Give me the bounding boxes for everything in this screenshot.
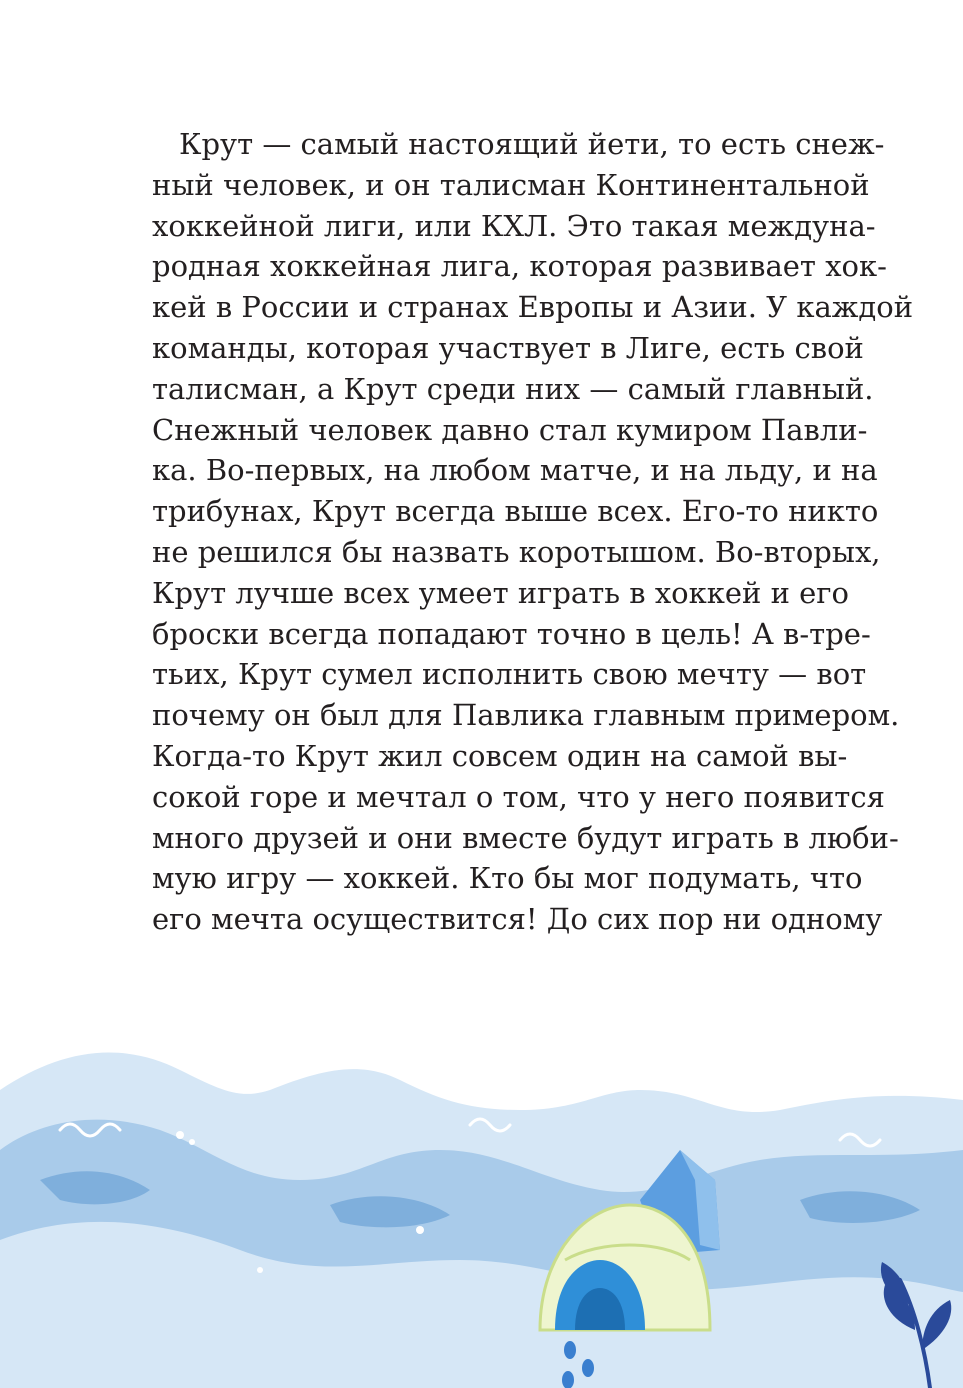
text-line: команды, которая участвует в Лиге, есть свой bbox=[152, 330, 864, 365]
text-line: его мечта осуществится! До сих пор ни одному bbox=[152, 902, 883, 937]
text-line: много друзей и они вместе будут играть в люби- bbox=[152, 820, 899, 855]
text-line: почему он был для Павлика главным примером. bbox=[152, 698, 900, 733]
text-line: тьих, Крут сумел исполнить свою мечту — вот bbox=[152, 657, 867, 692]
snowy-landscape-illustration bbox=[0, 1030, 963, 1388]
text-line: хоккейной лиги, или КХЛ. Это такая междуна- bbox=[152, 208, 876, 243]
footprint bbox=[564, 1341, 576, 1359]
text-line: сокой горе и мечтал о том, что у него появится bbox=[152, 779, 885, 814]
snow-dot bbox=[257, 1267, 263, 1273]
snow-dot bbox=[176, 1131, 184, 1139]
text-line: Когда-то Крут жил совсем один на самой вы- bbox=[152, 738, 848, 773]
text-line: Снежный человек давно стал кумиром Павли- bbox=[152, 412, 868, 447]
snow-dot bbox=[189, 1139, 195, 1145]
snow-dot bbox=[416, 1226, 424, 1234]
text-line: ка. Во-первых, на любом матче, и на льду, и на bbox=[152, 453, 878, 488]
text-line: Крут лучше всех умеет играть в хоккей и его bbox=[152, 575, 849, 610]
body-paragraph bbox=[152, 124, 914, 940]
text-line: броски всегда попадают точно в цель! А в-тре- bbox=[152, 616, 871, 651]
text-line: мую игру — хоккей. Кто бы мог подумать, что bbox=[152, 861, 863, 896]
text-line: талисман, а Крут среди них — самый главный. bbox=[152, 371, 874, 406]
text-line: Крут — самый настоящий йети, то есть снеж- bbox=[179, 127, 885, 161]
footprint bbox=[582, 1359, 594, 1377]
text-line: кей в России и странах Европы и Азии. У каждой bbox=[152, 290, 914, 325]
text-line: родная хоккейная лига, которая развивает хок- bbox=[152, 249, 887, 284]
text-line: не решился бы назвать коротышом. Во-вторых, bbox=[152, 534, 881, 569]
text-line: ный человек, и он талисман Континентальной bbox=[152, 167, 870, 202]
text-line: трибунах, Крут всегда выше всех. Его-то никто bbox=[152, 494, 879, 529]
